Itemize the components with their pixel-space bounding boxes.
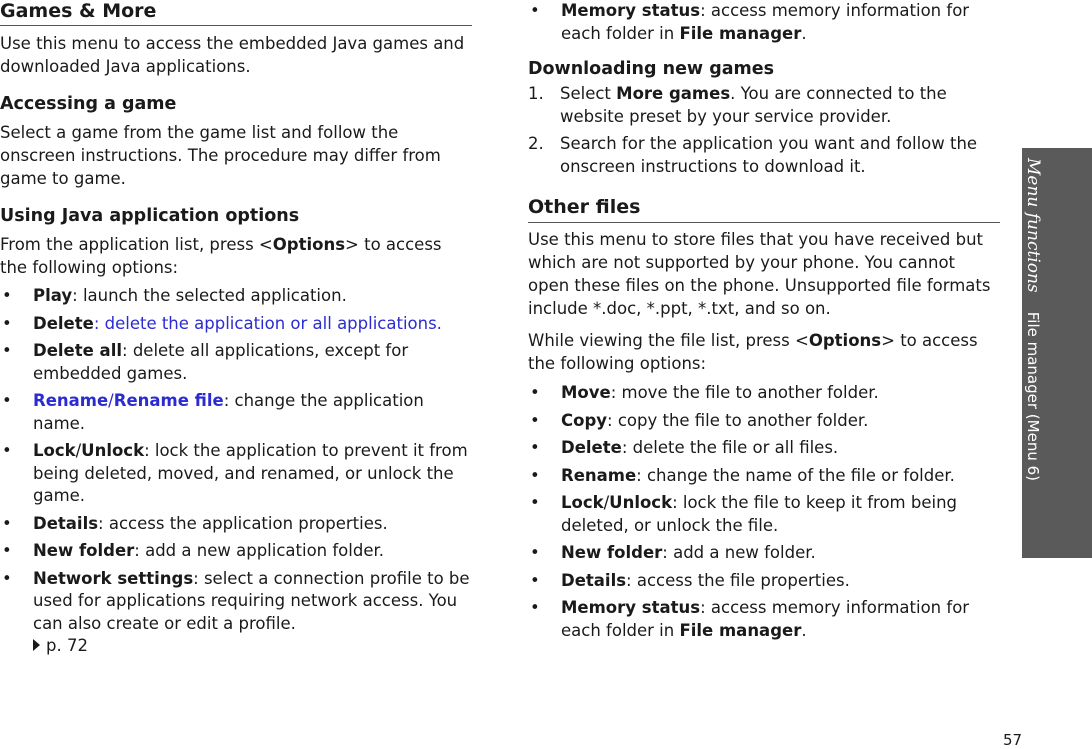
text: While viewing the file list, press < — [528, 331, 809, 350]
text: Select — [560, 84, 617, 103]
option-term: Network settings — [33, 568, 194, 588]
other-files-heading-block — [528, 196, 1000, 223]
separator: / — [603, 493, 610, 512]
download-steps-list — [528, 83, 1000, 178]
option-term: Delete — [33, 313, 94, 333]
page-reference-arrow-icon — [33, 639, 40, 651]
option-desc: : delete the file or all files. — [621, 438, 839, 457]
option-desc: : delete all applications, except for embedded games. — [33, 341, 409, 383]
list-item — [528, 597, 1000, 642]
text: Search for the application you want and follow the onscreen instructions to download it. — [560, 134, 978, 176]
option-desc: : move the file to another folder. — [610, 383, 879, 402]
option-desc: : change the name of the file or folder. — [636, 465, 955, 485]
games-more-heading-block — [0, 0, 472, 26]
options-key: Options — [272, 235, 346, 254]
side-tab-label — [1022, 148, 1092, 558]
option-term: Details — [33, 513, 99, 533]
list-item — [528, 382, 1000, 405]
option-term-2: Unlock — [609, 493, 673, 512]
accessing-game-paragraph: Select a game from the game list and follow the onscreen instructions. The procedure may differ from game to game. — [0, 123, 441, 188]
left-column — [0, 0, 472, 658]
option-term: Lock — [33, 441, 76, 460]
option-desc: : access the file properties. — [626, 570, 850, 590]
separator: / — [108, 391, 114, 410]
option-term: Rename — [33, 391, 109, 410]
step-number: 2. — [528, 134, 544, 153]
option-term: Memory status — [561, 1, 701, 20]
intro-paragraph: Use this menu to access the embedded Java games and downloaded Java applications. — [0, 34, 465, 76]
list-item — [0, 340, 472, 385]
option-desc: : copy the file to another folder. — [607, 410, 869, 430]
list-item — [0, 390, 472, 435]
section-title-other-files: Other files — [528, 196, 641, 218]
option-desc: : delete the application or all applications. — [93, 313, 442, 333]
list-item — [528, 492, 1000, 537]
file-manager-term: File manager — [679, 620, 802, 640]
text: . — [801, 23, 807, 43]
option-desc: : access the application properties. — [98, 513, 388, 533]
step-item — [528, 83, 1000, 128]
options-key: Options — [808, 331, 882, 350]
option-desc: : select a connection profile to be used for applications requiring network access. You can also create or edit a profile. — [33, 568, 470, 633]
step-item — [528, 133, 1000, 178]
file-options-list — [528, 382, 1000, 642]
page-number: 57 — [1003, 731, 1023, 749]
text: From the application list, press < — [0, 235, 273, 254]
option-term: Memory status — [561, 598, 701, 617]
section-title-games-more: Games & More — [0, 0, 157, 22]
list-item — [528, 437, 1000, 460]
text: . — [801, 620, 807, 640]
java-options-list — [0, 285, 472, 658]
separator: / — [75, 441, 82, 460]
menu-functions-label: Menu functions — [1023, 158, 1043, 293]
option-term: Details — [561, 570, 627, 590]
option-term: Rename — [561, 465, 637, 485]
right-column — [528, 0, 1000, 642]
list-item — [528, 410, 1000, 433]
heading-accessing-game: Accessing a game — [0, 94, 177, 114]
step-number: 1. — [528, 84, 544, 103]
list-item — [0, 568, 472, 658]
list-item — [528, 542, 1000, 565]
text: > to access the following options: — [528, 331, 978, 373]
option-desc: : lock the file to keep it from being deleted, or unlock the file. — [561, 493, 957, 535]
option-term-2: Unlock — [81, 441, 145, 460]
option-term: New folder — [561, 543, 663, 562]
option-term: Delete all — [33, 341, 123, 360]
option-desc: : access memory information for each folder in — [561, 598, 970, 640]
page-reference[interactable]: p. 72 — [46, 636, 88, 655]
list-item — [0, 540, 472, 563]
option-term: Play — [33, 286, 73, 305]
file-list-options-paragraph — [528, 329, 1000, 375]
option-term: Copy — [561, 410, 608, 430]
option-desc: : access memory information for each folder in — [561, 1, 970, 43]
option-desc: : add a new folder. — [662, 543, 816, 562]
option-term-2: Rename file — [113, 391, 224, 410]
list-item — [528, 0, 1000, 45]
text: . You are connected to the website preset by your service provider. — [560, 84, 947, 126]
option-desc: : add a new application folder. — [134, 541, 384, 560]
option-desc: : lock the application to prevent it from being deleted, moved, and renamed, or unlock the game. — [33, 441, 468, 505]
list-item — [528, 570, 1000, 593]
more-games-term: More games — [616, 84, 731, 103]
option-term: Lock — [561, 493, 604, 512]
memory-status-list — [528, 0, 1000, 45]
list-item — [528, 465, 1000, 488]
file-manager-term: File manager — [679, 23, 802, 43]
java-options-paragraph — [0, 233, 472, 279]
option-term: Delete — [561, 438, 622, 457]
option-desc: : launch the selected application. — [72, 286, 347, 305]
heading-java-options: Using Java application options — [0, 206, 300, 226]
other-files-paragraph: Use this menu to store files that you have received but which are not supported by your phone. You cannot open these files on the phone. Unsupported file formats include *.doc, *.ppt, *.txt, and so on. — [528, 230, 991, 318]
side-tab-text — [1021, 158, 1045, 481]
file-manager-menu-label: File manager (Menu 6) — [1024, 311, 1042, 481]
list-item — [0, 440, 472, 508]
heading-downloading-games: Downloading new games — [528, 59, 775, 79]
list-item — [0, 313, 472, 336]
option-term: New folder — [33, 541, 135, 560]
list-item — [0, 285, 472, 308]
option-desc: : change the application name. — [33, 391, 424, 433]
text: > to access the following options: — [0, 235, 442, 277]
list-item — [0, 513, 472, 536]
option-term: Move — [561, 383, 611, 402]
